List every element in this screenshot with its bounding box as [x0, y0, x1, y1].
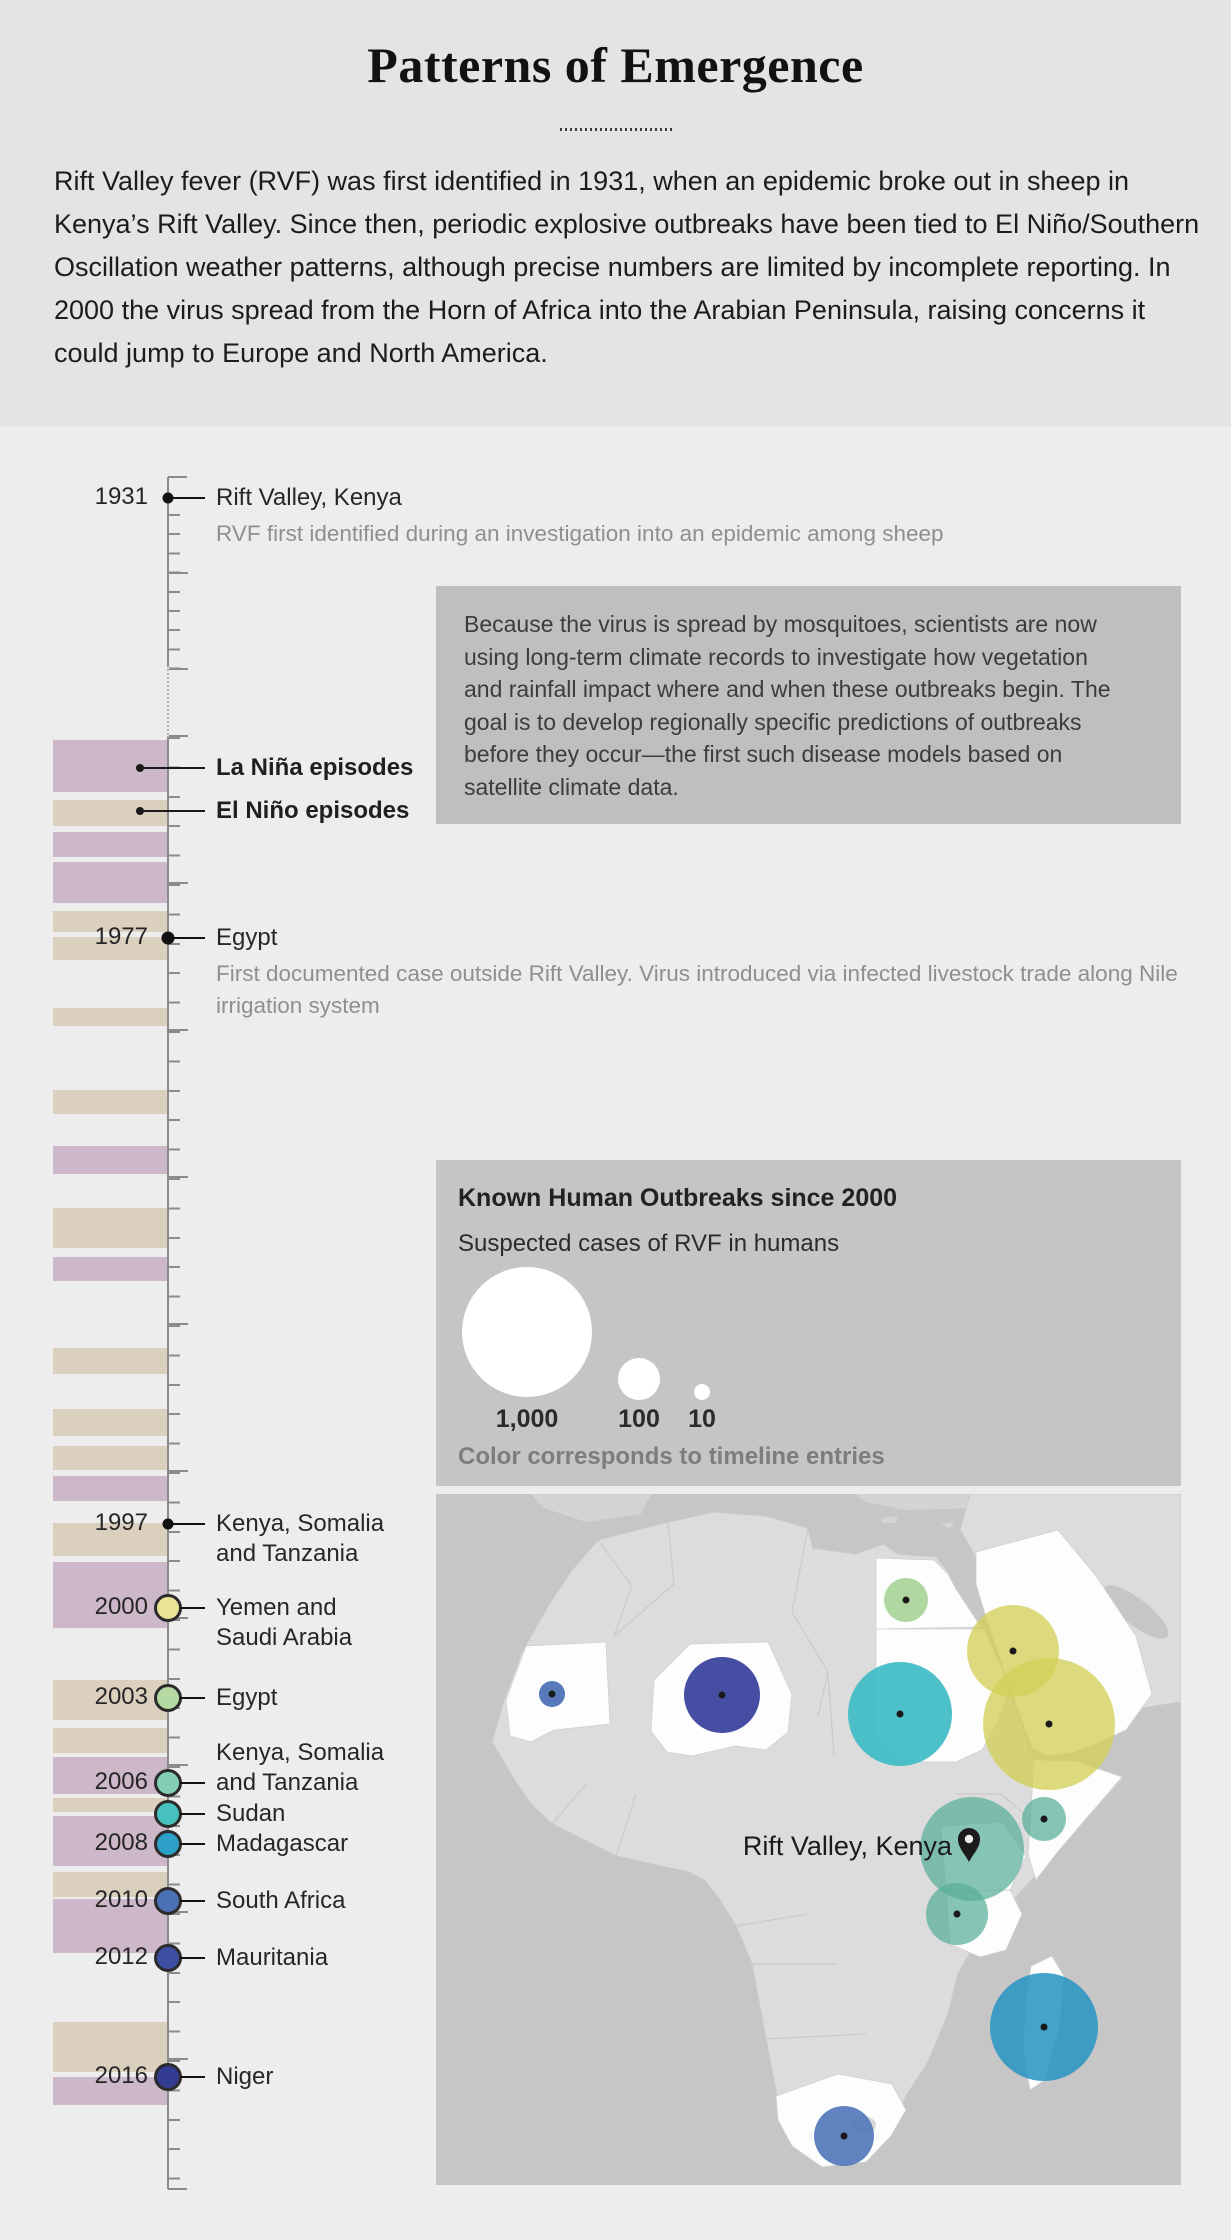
milestone-year: 2006	[94, 1767, 148, 1795]
milestone-year: 2000	[94, 1592, 148, 1620]
legend-footnote: Color corresponds to timeline entries	[458, 1443, 885, 1470]
dotted-divider	[560, 128, 672, 131]
milestone-label	[216, 1509, 466, 1569]
map-legend	[436, 1160, 1181, 1486]
milestone-label-line: Madagascar	[216, 1830, 349, 1857]
milestone-circle	[154, 1944, 182, 1972]
el-nino-band	[53, 1409, 167, 1436]
legend-circle-100	[618, 1358, 660, 1400]
milestone-label-line: South Africa	[216, 1887, 346, 1914]
milestone-circle	[154, 1887, 182, 1915]
milestone-label-line: Kenya, Somalia	[216, 1510, 385, 1537]
milestone-label-line: Mauritania	[216, 1944, 329, 1971]
milestone-label-line: Sudan	[216, 1800, 286, 1827]
leader-line	[140, 767, 205, 769]
milestone-label-line: and Tanzania	[216, 1540, 359, 1567]
la-nina-band	[53, 832, 167, 857]
la-nina-band	[53, 1476, 167, 1501]
milestone-circle	[154, 1594, 182, 1622]
leader-line	[168, 497, 205, 499]
milestone-label	[216, 1886, 466, 1916]
leader-line	[180, 1843, 205, 1845]
el-nino-band	[53, 1446, 167, 1470]
milestone-description: RVF first identified during an investigation into an epidemic among sheep	[216, 521, 944, 546]
el-nino-band	[53, 1008, 167, 1026]
milestone-label-line: Niger	[216, 2063, 274, 2090]
leader-line	[180, 1900, 205, 1902]
milestone-label	[216, 1799, 466, 1829]
milestone-label-line: Kenya, Somalia	[216, 1739, 385, 1766]
axis-major-ticks-upper	[169, 572, 188, 670]
milestone-label	[216, 1738, 466, 1798]
el-nino-band	[53, 1090, 167, 1114]
legend-circle-10	[694, 1384, 710, 1400]
axis-break-dotted	[167, 666, 169, 738]
leader-line	[180, 1697, 205, 1699]
callout-box	[436, 586, 1181, 824]
la-nina-label: La Niña episodes	[216, 754, 414, 781]
milestone-year: 2010	[94, 1885, 148, 1913]
el-nino-band	[53, 1348, 167, 1374]
africa-outbreak-map	[436, 1494, 1181, 2185]
milestone-label-line: Rift Valley, Kenya	[216, 484, 402, 511]
milestone-label-line: Egypt	[216, 924, 278, 951]
legend-subtitle: Suspected cases of RVF in humans	[458, 1230, 840, 1257]
milestone-label-line: Saudi Arabia	[216, 1624, 353, 1651]
leader-line	[140, 810, 205, 812]
el-nino-band	[53, 1208, 167, 1248]
pin-label: Rift Valley, Kenya	[742, 1831, 952, 1861]
milestone-circle	[154, 1830, 182, 1858]
milestone-label	[216, 1829, 466, 1859]
milestone-year: 2008	[94, 1828, 148, 1856]
milestone-label	[216, 483, 636, 513]
el-nino-band	[53, 1728, 167, 1753]
legend-value-1000: 1,000	[495, 1405, 559, 1433]
milestone-year: 2016	[94, 2061, 148, 2089]
la-nina-band	[53, 1146, 167, 1174]
leader-line	[180, 1957, 205, 1959]
page-title: Patterns of Emergence	[367, 37, 864, 93]
milestone-circle	[154, 2063, 182, 2091]
leader-line	[180, 1813, 205, 1815]
leader-line	[180, 2076, 205, 2078]
la-nina-band	[53, 862, 167, 903]
la-nina-band	[53, 740, 167, 792]
milestone-description: First documented case outside Rift Valley. Virus introduced via infected livestock trade along Nile irrigation system	[216, 961, 1178, 1018]
milestone-year: 1977	[94, 922, 148, 950]
milestone-year: 1931	[94, 482, 148, 510]
intro-paragraph: Rift Valley fever (RVF) was first identified in 1931, when an epidemic broke out in sheep in Kenya’s Rift Valley. Since then, periodic explosive outbreaks have been tied to El Niño/Southern Oscillation weather patterns, although precise numbers are limited by incomplete reporting. In 2000 the virus spread from the Horn of Africa into the Arabian Peninsula, raising concerns it could jump to Europe and North America.	[54, 166, 1200, 368]
el-nino-band	[53, 800, 167, 826]
milestone-year: 1997	[94, 1508, 148, 1536]
milestone-circle	[154, 1800, 182, 1828]
legend-value-10: 10	[688, 1405, 716, 1433]
el-nino-label: El Niño episodes	[216, 797, 410, 824]
axis-top-cap	[168, 476, 187, 478]
milestone-label-line: Egypt	[216, 1684, 278, 1711]
milestone-label	[216, 1593, 466, 1653]
leader-line	[168, 937, 205, 939]
milestone-circle	[154, 1769, 182, 1797]
leader-line	[180, 1607, 205, 1609]
milestone-label	[216, 1683, 466, 1713]
milestone-label	[216, 1943, 466, 1973]
milestone-label-line: Yemen and	[216, 1594, 337, 1621]
callout-text: Because the virus is spread by mosquitoes, scientists are now using long-term climate records to investigate how vegetation and rainfall impact where and when these outbreaks begin. The goal is to develop regionally specific predictions of outbreaks before they occur—the first such disease models based on satellite climate data.	[464, 611, 1111, 800]
milestone-label-line: and Tanzania	[216, 1769, 359, 1796]
leader-line	[168, 1523, 205, 1525]
axis-bottom-cap	[168, 2188, 187, 2190]
legend-title: Known Human Outbreaks since 2000	[458, 1184, 898, 1212]
milestone-label	[216, 923, 466, 953]
legend-circle-1000	[462, 1267, 592, 1397]
la-nina-band	[53, 1257, 167, 1281]
milestone-year: 2003	[94, 1682, 148, 1710]
el-nino-band	[53, 1798, 167, 1812]
legend-value-100: 100	[618, 1405, 660, 1433]
milestone-circle	[154, 1684, 182, 1712]
milestone-label	[216, 2062, 466, 2092]
milestone-year: 2012	[94, 1942, 148, 1970]
leader-line	[180, 1782, 205, 1784]
header	[0, 0, 1231, 427]
